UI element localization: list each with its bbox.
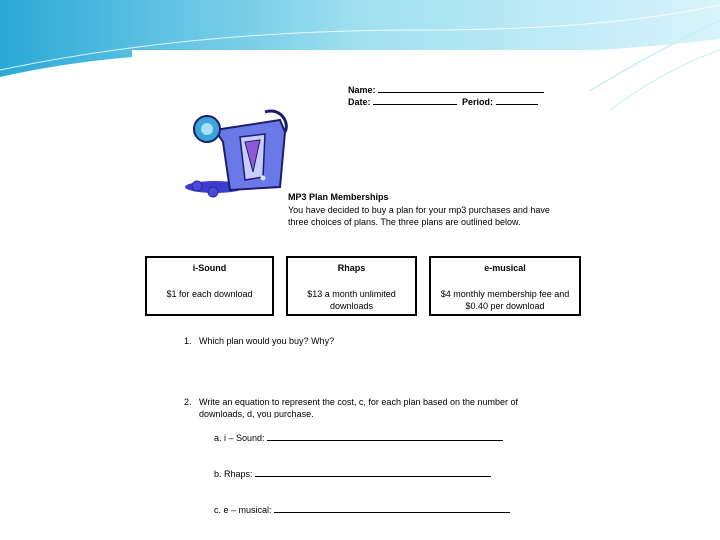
answer-label: b. Rhaps: [214,469,253,479]
plan-name: Rhaps [337,263,366,273]
question-1 [184,335,564,347]
answer-rhaps [214,468,491,479]
answer-isound [214,432,503,443]
answer-label: c. e – musical: [214,505,272,515]
question-text: Which plan would you buy? Why? [199,336,335,346]
plan-name: e-musical [484,263,526,273]
answer-line[interactable] [255,468,491,477]
question-text: Write an equation to represent the cost, c, for each plan based on the number of downloads, d, you purchase. [199,397,519,418]
mp3-player-icon [185,102,295,202]
plan-desc: $1 for each download [166,289,253,299]
plan-desc: $13 a month unlimited downloads [307,289,396,311]
date-blank [373,96,457,105]
intro-body: You have decided to buy a plan for your mp3 purchases and have three choices of plans. The three plans are outlined below. [288,204,550,227]
name-field [348,84,544,95]
name-blank [378,84,544,93]
plan-box-rhaps [286,256,417,316]
date-period-field [348,96,538,107]
plan-name: i-Sound [192,263,227,273]
question-number: 1. [184,336,192,346]
period-label: Period: [462,97,494,107]
question-2 [184,396,564,418]
intro-text [288,191,563,229]
plan-box-isound [145,256,274,316]
period-blank [496,96,538,105]
answer-emusical [214,504,510,515]
answer-label: a. i – Sound: [214,433,265,443]
plan-desc: $4 monthly membership fee and $0.40 per download [440,289,570,311]
answer-line[interactable] [274,504,510,513]
intro-title: MP3 Plan Memberships [288,192,389,202]
name-label: Name: [348,85,376,95]
date-label: Date: [348,97,371,107]
question-number: 2. [184,397,192,407]
answer-line[interactable] [267,432,503,441]
plan-box-emusical [429,256,581,316]
